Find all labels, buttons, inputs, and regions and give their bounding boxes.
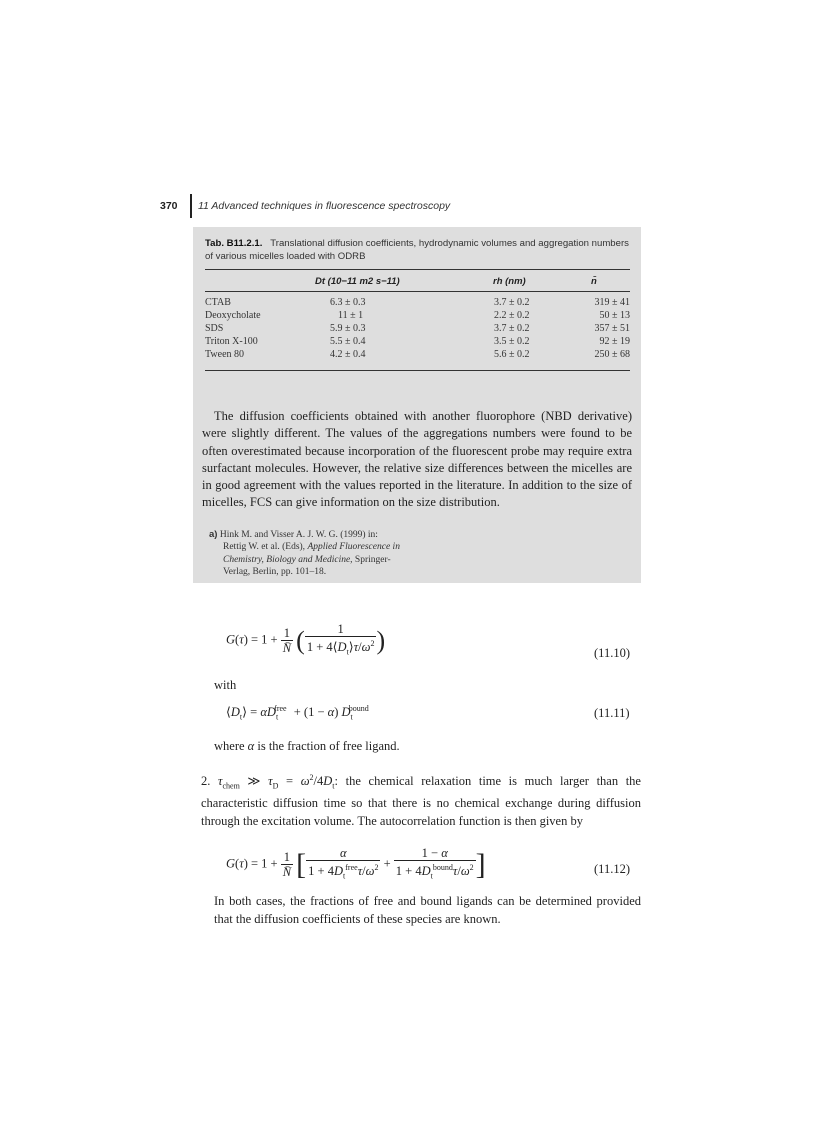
where-prefix: where [214,739,245,753]
footnote-line-3-italic: Chemistry, Biology and Medicine, [223,554,353,565]
table-caption-text: Translational diffusion coefficients, hydrodynamic volumes and aggregation numbers of various micelles loaded with ODRB [205,238,629,262]
footnote-line-2-text: Rettig W. et al. (Eds), [223,542,306,553]
fraction: $\frac{1}{N̄}$ [282,850,292,880]
footnote-line-1: Hink M. and Visser A. J. W. G. (1999) in: [219,530,378,540]
cell-radius: 3.7 ± 0.2 [494,323,530,334]
equation-11-10: G(τ) = 1 + $\frac{1}{N̄}$ ( $\frac{1}{1 + 4⟨D_t⟩\tau/\omega^2}$ ) [226,622,385,660]
table-label: Tab. B11.2.1. [205,238,263,249]
footnote-line-2-italic: Applied Fluorescence in [307,542,400,553]
col-header-diffusion [315,276,400,287]
cell-name: Deoxycholate [205,310,261,321]
col-header-aggregation: n̄ [591,276,597,287]
header-divider [190,194,192,218]
footnote-line-4: Verlag, Berlin, pp. 101–18. [223,567,327,578]
list-item-2: 2. $\tau_{chem}$ ≫ $\tau_D = \omega^2/4D_t$: the chemical relaxation time is much larger than the characteristic diffusion time so that there is no chemical exchange during diffusion through the excitation volume. The autocorrelation function is then given by [201,773,641,828]
col-header-diffusion-text: Dt (10−11 m2 s−11) [315,276,400,287]
text-with: with [214,678,237,692]
table-row [205,310,630,323]
cell-name: CTAB [205,297,231,308]
table-header-rule [205,291,630,292]
running-title: 11 Advanced techniques in fluorescence spectroscopy [198,200,451,212]
cell-name: SDS [205,323,224,334]
cell-diffusion: 5.9 ± 0.3 [330,323,366,334]
table-bottom-rule [205,370,630,371]
footnote-line-2 [209,541,509,553]
item-number: 2. [201,774,211,789]
cell-name: Tween 80 [205,349,245,360]
where-text: is the fraction of free ligand. [257,739,400,753]
table-row [205,336,630,349]
fraction: $\frac{1}{1 + 4⟨D_t⟩\tau/\omega^2}$ [306,622,375,657]
col-header-radius: rh (nm) [493,276,526,287]
cell-diffusion: 11 ± 1 [338,310,364,321]
table-row [205,323,630,336]
cell-aggregation: 357 ± 51 [594,323,630,334]
table-caption [205,237,630,263]
box-paragraph: The diffusion coefficients obtained with another fluorophore (NBD derivative) were slightly different. The values of the aggregations numbers were found to be often overestimated because incorporation of the fluorescent probe may require extra surfactant molecules. However, the relative size differences between the micelles are in good agreement with the values reported in the literature. In addition to the size of micelles, FCS can give information on the size distribution. [202,409,632,510]
running-header [160,200,640,220]
equation-11-12: G(τ) = 1 + $\frac{1}{N̄}$ [ $\frac{\alpha}{1 + 4D_t^{free}\tau/\omega^2}$ + $\frac{1 - \alpha}{1 + 4D_t^{bound}\tau/\omega^2}$ ] [226,846,486,884]
cell-diffusion: 6.3 ± 0.3 [330,297,366,308]
cell-aggregation: 92 ± 19 [599,336,630,347]
cell-diffusion: 5.5 ± 0.4 [330,336,366,347]
cell-radius: 5.6 ± 0.2 [494,349,530,360]
fraction: $\frac{\alpha}{1 + 4D_t^{free}\tau/\omega^2}$ [308,846,379,881]
table-row [205,349,630,362]
cell-name: Triton X-100 [205,336,258,347]
fraction: $\frac{1}{N̄}$ [282,626,292,656]
cell-aggregation: 250 ± 68 [594,349,630,360]
cell-radius: 3.7 ± 0.2 [494,297,530,308]
footnote [209,529,509,579]
item-text: : the chemical relaxation time is much larger than the characteristic diffusion time so that there is no chemical exchange during diffusion through the excitation volume. The autocorrelation function is then given by [201,774,641,828]
cell-diffusion: 4.2 ± 0.4 [330,349,366,360]
cell-radius: 2.2 ± 0.2 [494,310,530,321]
equation-number: (11.11) [594,706,630,720]
cell-aggregation: 50 ± 13 [599,310,630,321]
footnote-label: a) [209,529,218,540]
equation-number: (11.10) [594,646,630,660]
sidebar-box [193,227,641,583]
equation-11-11: $⟨D_t⟩ = \alpha D_t^{free} + (1 - \alpha)$ $D_t^{bound}$ [226,704,369,722]
fraction: $\frac{1 - \alpha}{1 + 4D_t^{bound}\tau/\omega^2}$ [395,846,474,881]
footnote-line-3-text: Springer- [354,554,391,565]
table-row [205,297,630,310]
table-top-rule [205,269,630,270]
footnote-line-3 [209,554,509,566]
cell-radius: 3.5 ± 0.2 [494,336,530,347]
text-where: where α is the fraction of free ligand. [214,739,400,753]
equation-number: (11.12) [594,862,630,876]
page-number: 370 [160,200,178,212]
closing-paragraph: In both cases, the fractions of free and bound ligands can be determined provided that the diffusion coefficients of these species are known. [214,894,641,926]
cell-aggregation: 319 ± 41 [594,297,630,308]
